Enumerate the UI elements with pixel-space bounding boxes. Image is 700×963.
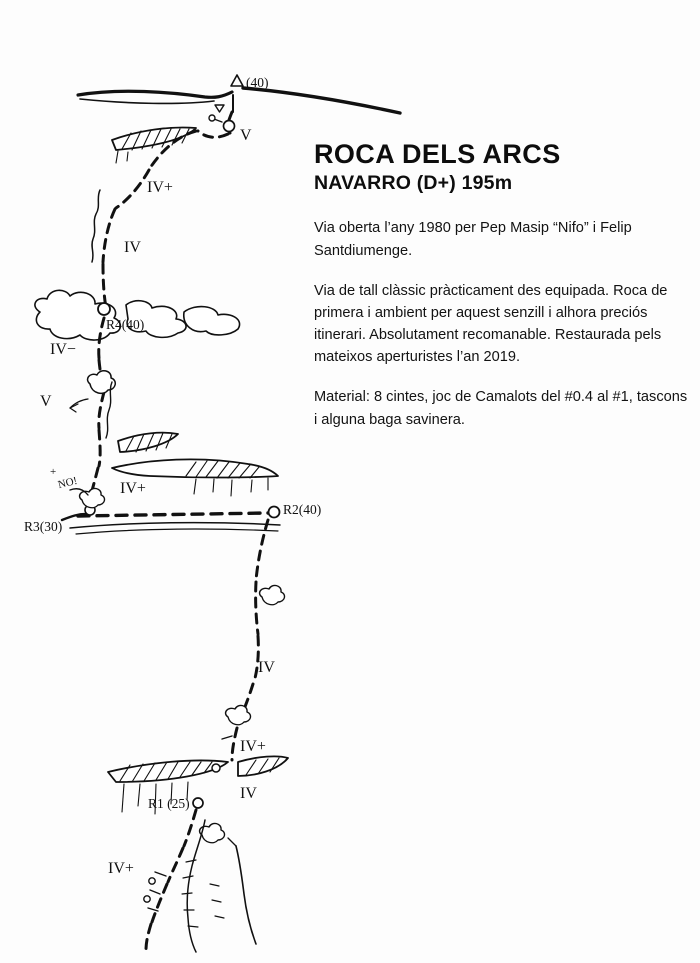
grade-label-iv-plus-mid: IV+ [120,480,146,497]
description-paragraph-1: Via oberta l’any 1980 per Pep Masip “Nifo” i Felip Santdiumenge. [314,220,632,259]
route-pitch4 [90,318,104,499]
description-paragraph-2: Via de tall clàssic pràcticament des equipada. Roca de primera i ambient per aquest senzill i alhora preciós itinerari. Absolutament recomanable. Restaurada pels mateixos aperturistes l’an 2019. [314,282,668,366]
belay-label-r2: R2(40) [283,502,322,517]
upper-roof [112,128,196,151]
piton-pitch2 [222,736,232,739]
route-traverse-r3 [78,513,268,516]
piton-r1-upper [212,764,220,772]
description-paragraph-3: Material: 8 cintes, joc de Camalots del #0.4 al #1, tascons i alguna baga savinera. [314,389,688,428]
upper-roof-drips [116,151,128,163]
page-title: ROCA DELS ARCS [314,139,561,169]
grade-label-iv-plus-r1: IV+ [240,738,266,755]
summit-ridge-left-thin [80,99,214,103]
belay-label-r4: R4(40) [106,317,145,332]
bush-pitch2-upper [260,585,285,604]
bush-r4 [35,290,240,340]
belay-ring-r4 [98,303,110,315]
crack-lower-branch [228,838,236,846]
grade-label-iv-r1: IV [240,785,257,802]
route-subtitle: NAVARRO (D+) 195m [314,172,513,195]
summit-ridge-left [78,91,232,97]
grade-label-iv-upper: IV [124,239,141,256]
summit-altitude-label: (40) [246,75,269,90]
grade-label-iv-plus-bottom: IV+ [108,860,134,877]
belay-ring-v [224,121,235,132]
no-annotation: NO! [56,474,79,492]
piton-v [209,115,215,121]
bush-pitch2-lower [226,705,251,724]
belay-label-r1: R1 (25) [148,796,190,811]
belay-ring-r1 [193,798,203,808]
route-description-block [314,140,688,431]
grade-label-v-top: V [240,127,252,144]
summit-ridge-right [243,88,400,113]
descent-arrow [215,105,224,112]
grade-label-iv-plus-upper: IV+ [147,179,173,196]
grade-label-iv-minus: IV− [50,341,76,358]
belay-ring-r2 [269,507,280,518]
crack-lower-far-right [236,846,256,944]
grade-label-iv-pitch2: IV [258,659,275,676]
route-pitch5 [103,209,115,308]
crack-lower-right [187,820,205,952]
route-pitch6 [116,112,232,208]
lower-ledge-edge2 [76,529,278,534]
mid-ledge-drips [194,478,268,496]
grade-label-v-mid: V [40,393,52,410]
crack-line-upper [92,190,100,262]
lower-ledge-edge [70,523,280,528]
belay-label-r3: R3(30) [24,519,63,534]
summit-triangle [231,75,243,86]
plus-annotation: + [50,466,57,478]
